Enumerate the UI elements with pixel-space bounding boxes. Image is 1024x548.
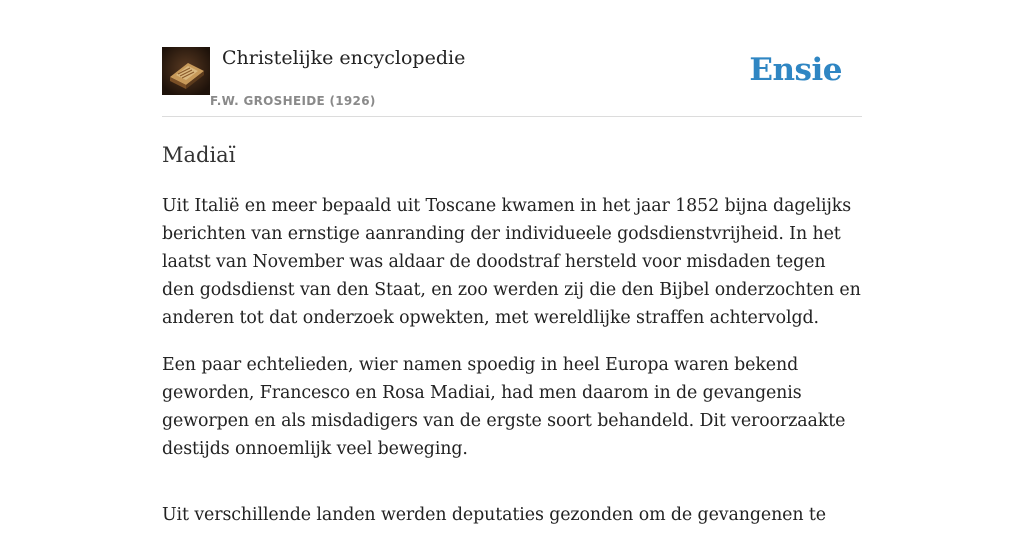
article-page bbox=[162, 0, 862, 525]
brand-logo[interactable]: Ensie bbox=[749, 52, 842, 88]
article-paragraph: Uit verschillende landen werden deputaties gezonden om de gevangenen te bbox=[162, 505, 826, 525]
publication-author: F.W. GROSHEIDE (1926) bbox=[210, 94, 376, 108]
book-cover-icon bbox=[162, 47, 210, 95]
publication-avatar[interactable] bbox=[162, 47, 210, 95]
publication-title[interactable]: Christelijke encyclopedie bbox=[222, 47, 466, 69]
article-body bbox=[162, 192, 862, 548]
article-title: Madiaï bbox=[162, 143, 236, 167]
article-paragraph: Een paar echtelieden, wier namen spoedig in heel Europa waren bekend geworden, Francesco en Rosa Madiai, had men daarom in de gevangenis geworpen en als misdadigers van de ergste soort behandeld. Dit veroorzaakte destijds onnoemlijk veel beweging. bbox=[162, 355, 846, 459]
publication-header bbox=[162, 0, 862, 117]
article-paragraph: Uit Italië en meer bepaald uit Toscane kwamen in het jaar 1852 bijna dagelijks berichten van ernstige aanranding der individueele godsdienstvrijheid. In het laatst van November was aldaar de doodstraf hersteld voor misdaden tegen den godsdienst van den Staat, en zoo werden zij die den Bijbel onderzochten en anderen tot dat onderzoek opwekten, met wereldlijke straffen achtervolgd. bbox=[162, 196, 861, 328]
